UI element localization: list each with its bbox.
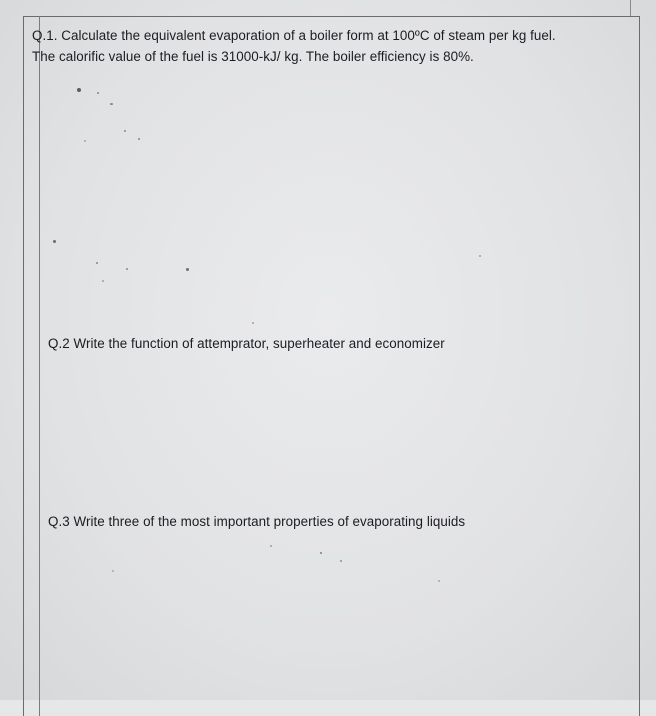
paper-speck <box>102 280 104 282</box>
paper-speck <box>438 580 440 582</box>
question-3: Q.3 Write three of the most important properties of evaporating liquids <box>48 514 466 529</box>
paper-speck <box>138 138 140 140</box>
paper-speck <box>84 140 86 142</box>
paper-speck <box>479 255 481 257</box>
paper-speck <box>252 322 254 324</box>
question-2: Q.2 Write the function of attemprator, superheater and economizer <box>48 336 445 351</box>
inner-margin-line <box>39 16 40 716</box>
question-1-line-2: The calorific value of the fuel is 31000-kJ/ kg. The boiler efficiency is 80%. <box>32 49 474 64</box>
paper-speck <box>112 570 114 572</box>
question-1-line-1: Q.1. Calculate the equivalent evaporation of a boiler form at 100ºC of steam per kg fuel. <box>32 28 556 43</box>
paper-speck <box>97 92 99 94</box>
paper-speck <box>110 103 113 105</box>
paper-speck <box>124 130 126 132</box>
question-frame <box>23 16 640 716</box>
paper-speck <box>320 552 322 554</box>
paper-speck <box>126 268 128 270</box>
paper-speck <box>53 240 56 243</box>
paper-speck <box>340 560 342 562</box>
paper-speck <box>96 262 98 264</box>
top-edge-line <box>630 0 631 16</box>
paper-speck <box>186 268 189 271</box>
paper-speck <box>270 545 272 547</box>
paper-speck <box>77 88 81 92</box>
